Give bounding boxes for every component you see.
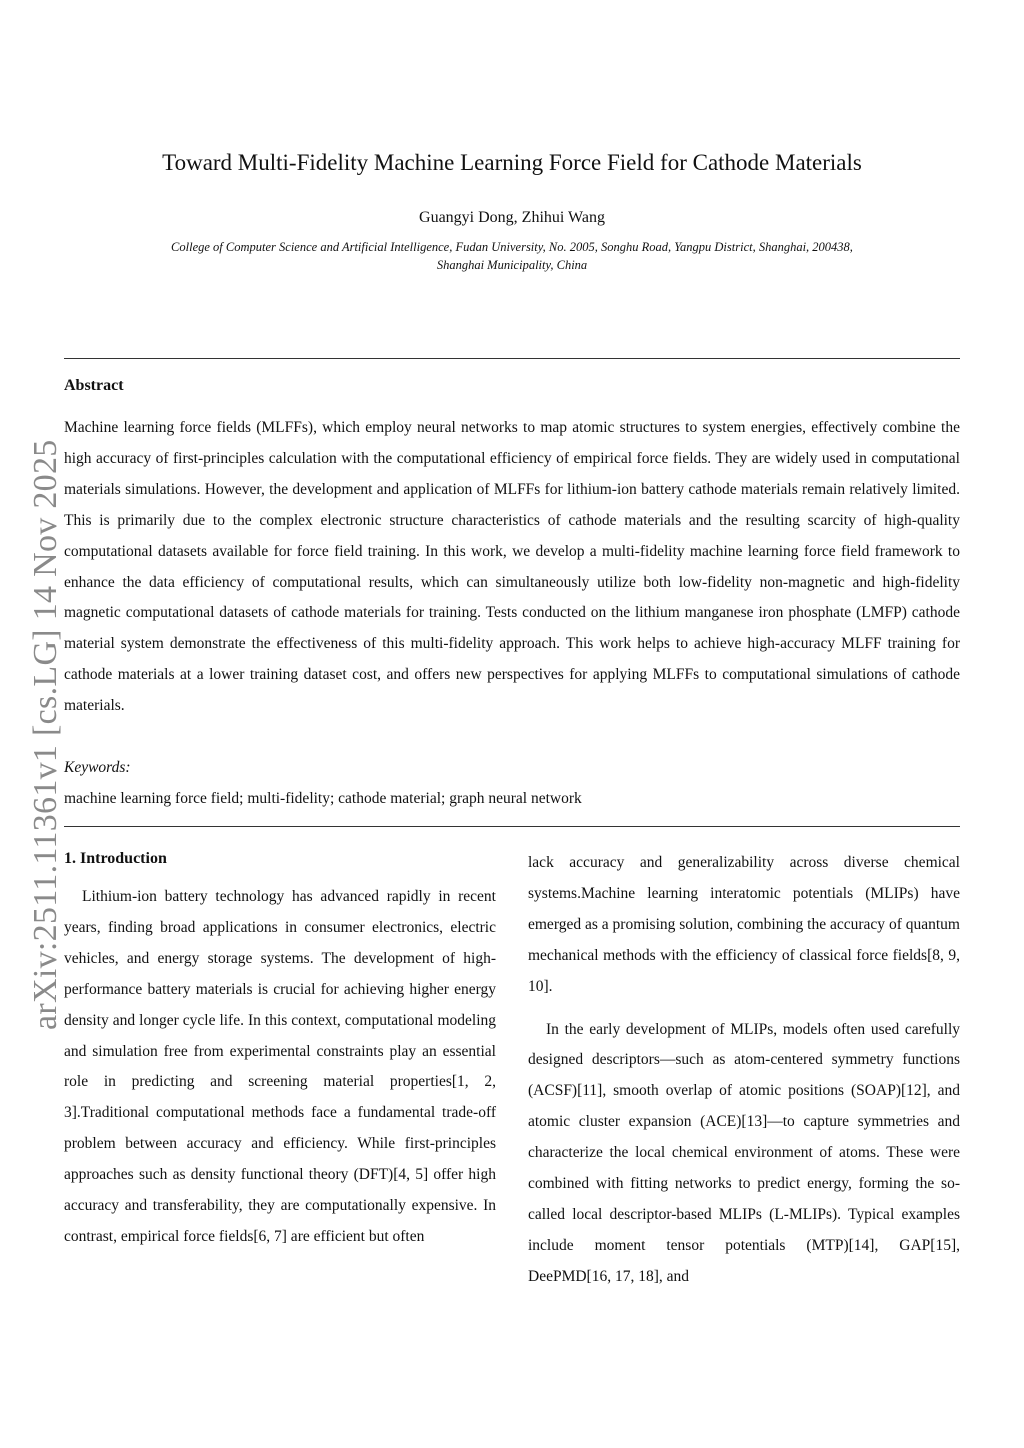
keywords-label: Keywords: [64,759,131,776]
section-heading-introduction: 1. Introduction [64,850,167,867]
left-column [64,848,496,1253]
abstract-heading: Abstract [64,377,124,394]
right-column [528,848,960,1293]
paper-title: Toward Multi-Fidelity Machine Learning Force Field for Cathode Materials [162,150,862,175]
author-list: Guangyi Dong, Zhihui Wang [419,209,605,226]
intro-paragraph-1: Lithium-ion battery technology has advanced rapidly in recent years, finding broad applications in consumer electronics, electric vehicles, and energy storage systems. The development of high-performance battery materials is crucial for achieving higher energy density and longer cycle life. In this context, computational modeling and simulation free from experimental constraints play an essential role in predicting and screening material properties[1, 2, 3].Traditional computational methods face a fundamental trade-off problem between accuracy and efficiency. While first-principles approaches such as density functional theory (DFT)[4, 5] offer high accuracy and transferability, they are computationally expensive. In contrast, empirical force fields[6, 7] are efficient but often [64,888,496,1245]
top-divider [64,358,960,359]
abstract-text: Machine learning force fields (MLFFs), which employ neural networks to map atomic structures to system energies, effectively combine the high accuracy of first-principles calculation with the computational efficiency of empirical force fields. They are widely used in computational materials simulations. However, the development and application of MLFFs for lithium-ion battery cathode materials remain relatively limited. This is primarily due to the complex electronic structure characteristics of cathode materials and the resulting scarcity of high-quality computational datasets available for force field training. In this work, we develop a multi-fidelity machine learning force field framework to enhance the data efficiency of computational results, which can simultaneously utilize both low-fidelity non-magnetic and high-fidelity magnetic computational datasets of cathode materials for training. Tests conducted on the lithium manganese iron phosphate (LMFP) cathode material system demonstrate the effectiveness of this multi-fidelity approach. This work helps to achieve high-accuracy MLFF training for cathode materials at a lower training dataset cost, and offers new perspectives for applying MLFFs to computational simulations of cathode materials. [64,419,960,715]
arxiv-sidebar-stamp [26,418,66,1030]
intro-paragraph-2: lack accuracy and generalizability across diverse chemical systems.Machine learning interatomic potentials (MLIPs) have emerged as a promising solution, combining the accuracy of quantum mechanical methods with the efficiency of classical force fields[8, 9, 10]. [528,854,960,995]
arxiv-identifier: arXiv:2511.11361v1 [cs.LG] 14 Nov 2025 [27,439,64,1030]
bottom-divider [64,826,960,827]
intro-paragraph-3: In the early development of MLIPs, models often used carefully designed descriptors—such as atom-centered symmetry functions (ACSF)[11], smooth overlap of atomic positions (SOAP)[12], and atomic cluster expansion (ACE)[13]—to capture symmetries and characterize the local chemical environment of atoms. These were combined with fitting networks to predict energy, forming the so-called local descriptor-based MLIPs (L-MLIPs). Typical examples include moment tensor potentials (MTP)[14], GAP[15], DeePMD[16, 17, 18], and [528,1020,960,1285]
keywords-list: machine learning force field; multi-fidelity; cathode material; graph neural network [64,790,582,807]
author-affiliation: College of Computer Science and Artificial Intelligence, Fudan University, No. 2005, Songhu Road, Yangpu District, Shanghai, 200438, Shanghai Municipality, China [171,240,853,272]
